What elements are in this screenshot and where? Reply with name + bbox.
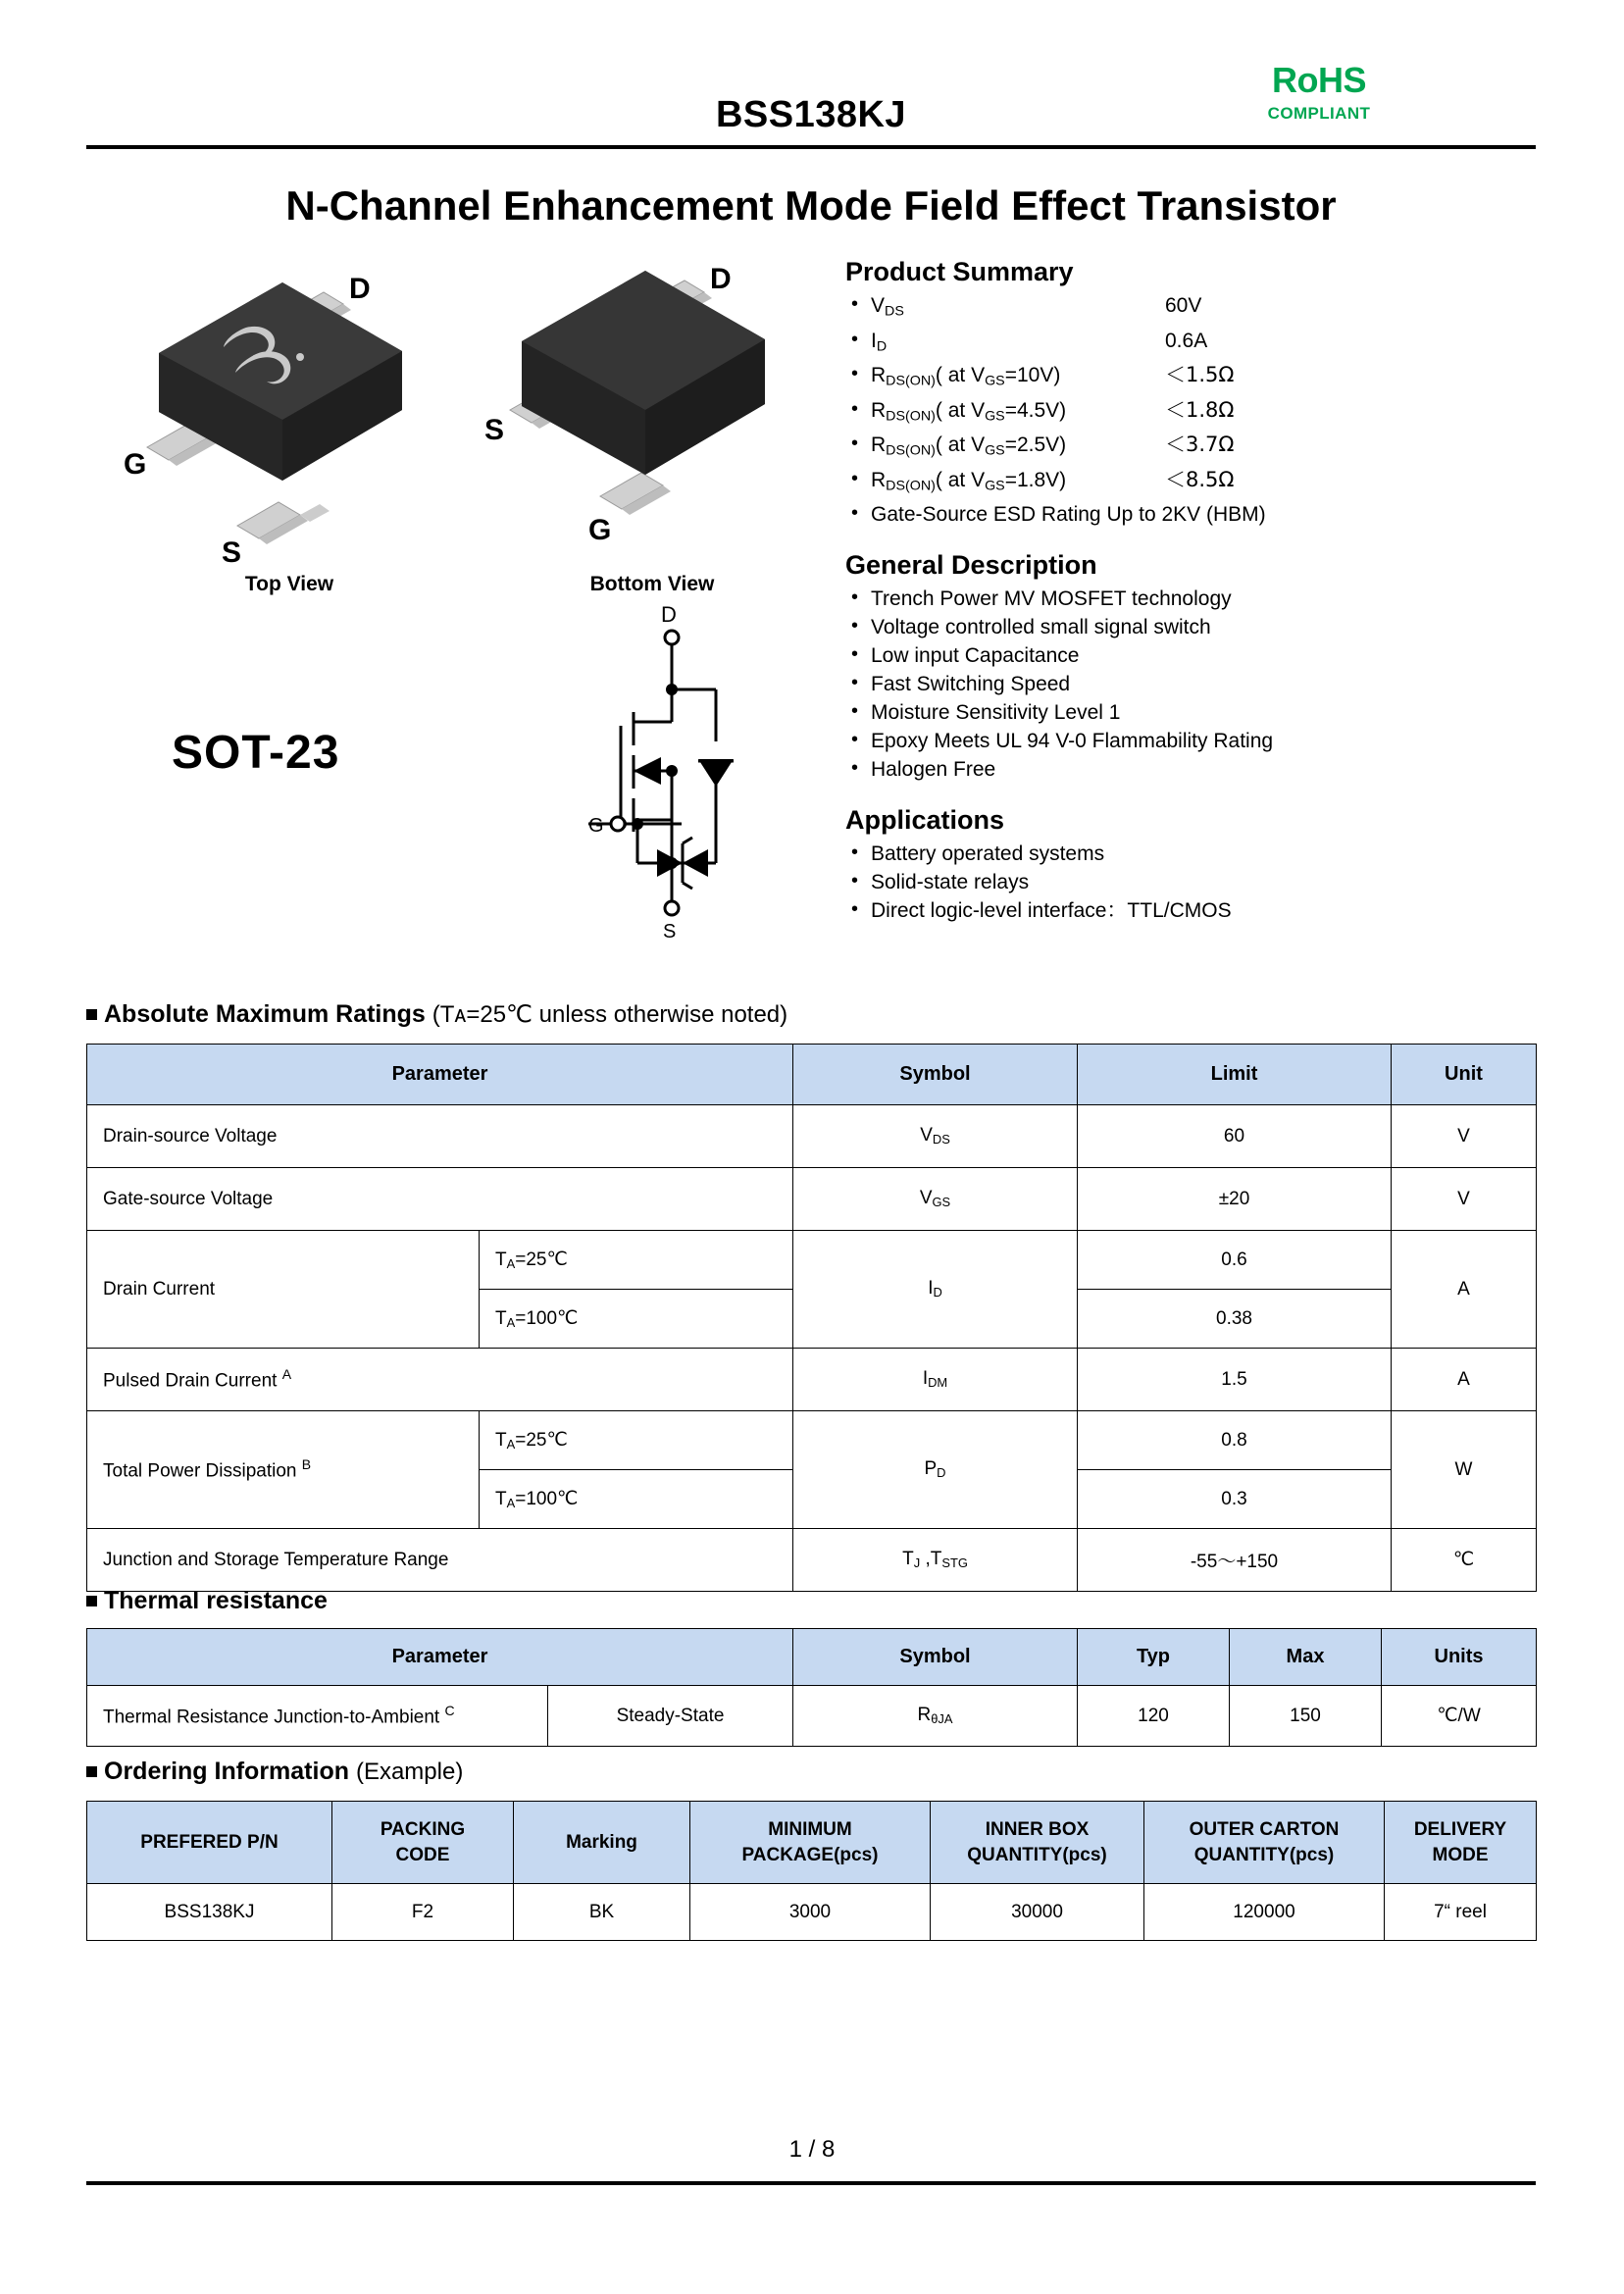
ordering-information-table (86, 1801, 1537, 1941)
general-description-list (845, 585, 1532, 784)
amr-parameter-text: Total Power Dissipation (103, 1460, 297, 1482)
amr-unit: A (1392, 1231, 1537, 1349)
product-summary-list (845, 291, 1532, 529)
top-view-caption: Top View (244, 573, 334, 595)
package-type-label: SOT-23 (172, 727, 340, 779)
ordering-information-caption (86, 1758, 463, 1786)
amr-col-parameter: Parameter (87, 1045, 793, 1105)
ord-inner-box-quantity: 30000 (931, 1884, 1144, 1941)
bottom-view-pin-d: D (710, 263, 732, 295)
ps-value: ＜1.8Ω (1165, 397, 1235, 422)
amr-caption-bold: Absolute Maximum Ratings (104, 1000, 426, 1028)
therm-units: ℃/W (1382, 1686, 1537, 1747)
ps-value: ＜1.5Ω (1165, 363, 1235, 387)
amr-col-symbol: Symbol (793, 1045, 1078, 1105)
amr-limit: 0.8 (1078, 1411, 1392, 1470)
page-title: N-Channel Enhancement Mode Field Effect Transistor (285, 182, 1337, 229)
list-item: • Solid-state relays (845, 868, 1532, 896)
therm-max: 150 (1230, 1686, 1382, 1747)
package-illustrations (108, 263, 834, 596)
product-summary-item (845, 466, 1532, 501)
list-item: • Epoxy Meets UL 94 V-0 Flammability Rating (845, 727, 1532, 755)
therm-parameter-text: Thermal Resistance Junction-to-Ambient (103, 1707, 440, 1728)
sot23-top-view-graphic (118, 263, 461, 596)
amr-condition: $T_A=25℃$ (480, 1231, 793, 1290)
therm-symbol: $R_{\theta JA}$ (793, 1686, 1078, 1747)
list-item: • Fast Switching Speed (845, 670, 1532, 698)
sot23-bottom-view-graphic (481, 263, 824, 596)
therm-col-symbol: Symbol (793, 1629, 1078, 1686)
footer-divider (86, 2181, 1536, 2185)
therm-col-max: Max (1230, 1629, 1382, 1686)
ps-label: $R_{DS(ON)}$( at $V_{GS}=4.5V$) (871, 398, 1067, 425)
therm-typ: 120 (1078, 1686, 1230, 1747)
page-header (86, 37, 1536, 145)
ps-value: 60V (1165, 294, 1202, 317)
product-summary-item (845, 396, 1532, 432)
amr-symbol: $V_{GS}$ (793, 1168, 1078, 1231)
top-view-pin-d: D (349, 273, 371, 305)
ps-value: ＜8.5Ω (1165, 467, 1235, 491)
amr-parameter: Drain Current (87, 1231, 480, 1349)
table-header-row (87, 1802, 1537, 1884)
header-divider (86, 145, 1536, 149)
top-view-pin-s: S (222, 536, 242, 569)
table-header-row (87, 1629, 1537, 1686)
amr-unit: V (1392, 1168, 1537, 1231)
list-item: • Trench Power MV MOSFET technology (845, 585, 1532, 613)
amr-unit: W (1392, 1411, 1537, 1529)
ord-outer-carton-quantity: 120000 (1144, 1884, 1385, 1941)
bottom-view-pin-g: G (588, 514, 612, 546)
amr-limit: 0.3 (1078, 1470, 1392, 1529)
amr-parameter (87, 1411, 480, 1529)
amr-condition: $T_A=100℃$ (480, 1290, 793, 1349)
amr-limit: -55～+150 (1078, 1529, 1392, 1592)
table-row (87, 1349, 1537, 1411)
amr-symbol: $I_{DM}$ (793, 1349, 1078, 1411)
ord-col-delivery-mode: DELIVERY MODE (1385, 1802, 1537, 1884)
applications-heading: Applications (845, 805, 1005, 836)
absolute-maximum-ratings-caption (86, 1000, 787, 1029)
ord-caption-bold: Ordering Information (104, 1758, 349, 1785)
table-row (87, 1168, 1537, 1231)
ord-col-inner-box-quantity: INNER BOX QUANTITY(pcs) (931, 1802, 1144, 1884)
rohs-badge (1206, 60, 1432, 124)
thermal-resistance-caption (86, 1587, 328, 1615)
product-summary-item (845, 327, 1532, 362)
amr-caption-normal: (Tᴀ=25℃ unless otherwise noted) (431, 1001, 788, 1028)
ps-label: $V_{DS}$ (871, 294, 904, 320)
product-summary-heading: Product Summary (845, 257, 1074, 286)
amr-symbol: $T_J$ $,T_{STG}$ (793, 1529, 1078, 1592)
applications-list (845, 840, 1532, 925)
rohs-label: RoHS (1272, 60, 1366, 100)
rohs-compliant-label: COMPLIANT (1267, 104, 1371, 123)
list-item: • Moisture Sensitivity Level 1 (845, 698, 1532, 727)
general-description-heading: General Description (845, 550, 1097, 581)
bullet-square-icon (86, 1009, 97, 1020)
ps-value: 0.6A (1165, 329, 1208, 352)
ps-label: $R_{DS(ON)}$( at $V_{GS}=1.8V$) (871, 468, 1067, 494)
top-view-pin-g: G (124, 448, 147, 481)
list-item: • Halogen Free (845, 755, 1532, 784)
ps-value: ＜3.7Ω (1165, 433, 1235, 457)
amr-condition: $T_A=100℃$ (480, 1470, 793, 1529)
amr-limit: ±20 (1078, 1168, 1392, 1231)
therm-parameter (87, 1686, 548, 1747)
ord-caption-normal: (Example) (355, 1759, 464, 1785)
product-summary-esd-item: • Gate-Source ESD Rating Up to 2KV (HBM) (845, 500, 1532, 529)
amr-unit: ℃ (1392, 1529, 1537, 1592)
ord-packing-code: F2 (332, 1884, 514, 1941)
ord-marking: BK (514, 1884, 690, 1941)
amr-parameter-text: Pulsed Drain Current (103, 1370, 278, 1392)
table-row (87, 1411, 1537, 1470)
ord-delivery-mode: 7“ reel (1385, 1884, 1537, 1941)
table-row (87, 1884, 1537, 1941)
specs-column (845, 257, 1532, 925)
page-number: 1 / 8 (788, 2136, 836, 2163)
ps-label: $R_{DS(ON)}$( at $V_{GS}=10V$) (871, 364, 1061, 389)
schematic-pin-s: S (663, 921, 677, 940)
amr-footnote-marker: A (281, 1366, 292, 1383)
product-summary-item (845, 361, 1532, 396)
list-item: • Voltage controlled small signal switch (845, 613, 1532, 641)
package-top-view (118, 263, 461, 596)
amr-symbol: $P_D$ (793, 1411, 1078, 1529)
part-number-title: BSS138KJ (715, 94, 907, 135)
therm-col-typ: Typ (1078, 1629, 1230, 1686)
amr-limit: 1.5 (1078, 1349, 1392, 1411)
bullet-square-icon (86, 1766, 97, 1777)
bullet-square-icon (86, 1596, 97, 1606)
ord-col-marking: Marking (514, 1802, 690, 1884)
amr-limit: 60 (1078, 1105, 1392, 1168)
amr-condition: $T_A=25℃$ (480, 1411, 793, 1470)
therm-condition: Steady-State (548, 1686, 793, 1747)
ps-label: $I_D$ (871, 329, 888, 355)
ord-prefered-pn: BSS138KJ (87, 1884, 332, 1941)
amr-symbol: $I_D$ (793, 1231, 1078, 1349)
therm-col-units: Units (1382, 1629, 1537, 1686)
schematic-pin-g: G (588, 815, 604, 837)
mosfet-schematic-gate-branch (490, 596, 863, 940)
thermal-resistance-table (86, 1628, 1537, 1747)
amr-parameter: Gate-source Voltage (87, 1168, 793, 1231)
product-summary-item (845, 431, 1532, 466)
amr-col-limit: Limit (1078, 1045, 1392, 1105)
amr-parameter: Drain-source Voltage (87, 1105, 793, 1168)
ord-col-prefered-pn: PREFERED P/N (87, 1802, 332, 1884)
ps-label: $R_{DS(ON)}$( at $V_{GS}=2.5V$) (871, 433, 1067, 459)
therm-footnote-marker: C (444, 1703, 455, 1719)
amr-unit: A (1392, 1349, 1537, 1411)
table-row (87, 1231, 1537, 1290)
amr-limit: 0.6 (1078, 1231, 1392, 1290)
amr-unit: V (1392, 1105, 1537, 1168)
amr-col-unit: Unit (1392, 1045, 1537, 1105)
schematic-pin-d: D (661, 602, 677, 627)
table-row (87, 1529, 1537, 1592)
amr-limit: 0.38 (1078, 1290, 1392, 1349)
therm-col-parameter: Parameter (87, 1629, 793, 1686)
list-item: • Direct logic-level interface：TTL/CMOS (845, 896, 1532, 925)
table-row (87, 1105, 1537, 1168)
product-summary-item (845, 291, 1532, 327)
thermal-caption-bold: Thermal resistance (104, 1587, 328, 1614)
amr-symbol: $V_{DS}$ (793, 1105, 1078, 1168)
list-item: • Low input Capacitance (845, 641, 1532, 670)
ord-col-packing-code: PACKING CODE (332, 1802, 514, 1884)
package-bottom-view (481, 263, 824, 596)
ord-col-minimum-package: MINIMUM PACKAGE(pcs) (690, 1802, 931, 1884)
ord-col-outer-carton-quantity: OUTER CARTON QUANTITY(pcs) (1144, 1802, 1385, 1884)
bottom-view-pin-s: S (484, 414, 505, 446)
ord-minimum-package: 3000 (690, 1884, 931, 1941)
absolute-maximum-ratings-table (86, 1044, 1537, 1592)
table-row (87, 1686, 1537, 1747)
list-item: • Battery operated systems (845, 840, 1532, 868)
amr-parameter (87, 1349, 793, 1411)
amr-parameter: Junction and Storage Temperature Range (87, 1529, 793, 1592)
amr-footnote-marker: B (301, 1456, 312, 1473)
bottom-view-caption: Bottom View (589, 573, 715, 595)
table-header-row (87, 1045, 1537, 1105)
